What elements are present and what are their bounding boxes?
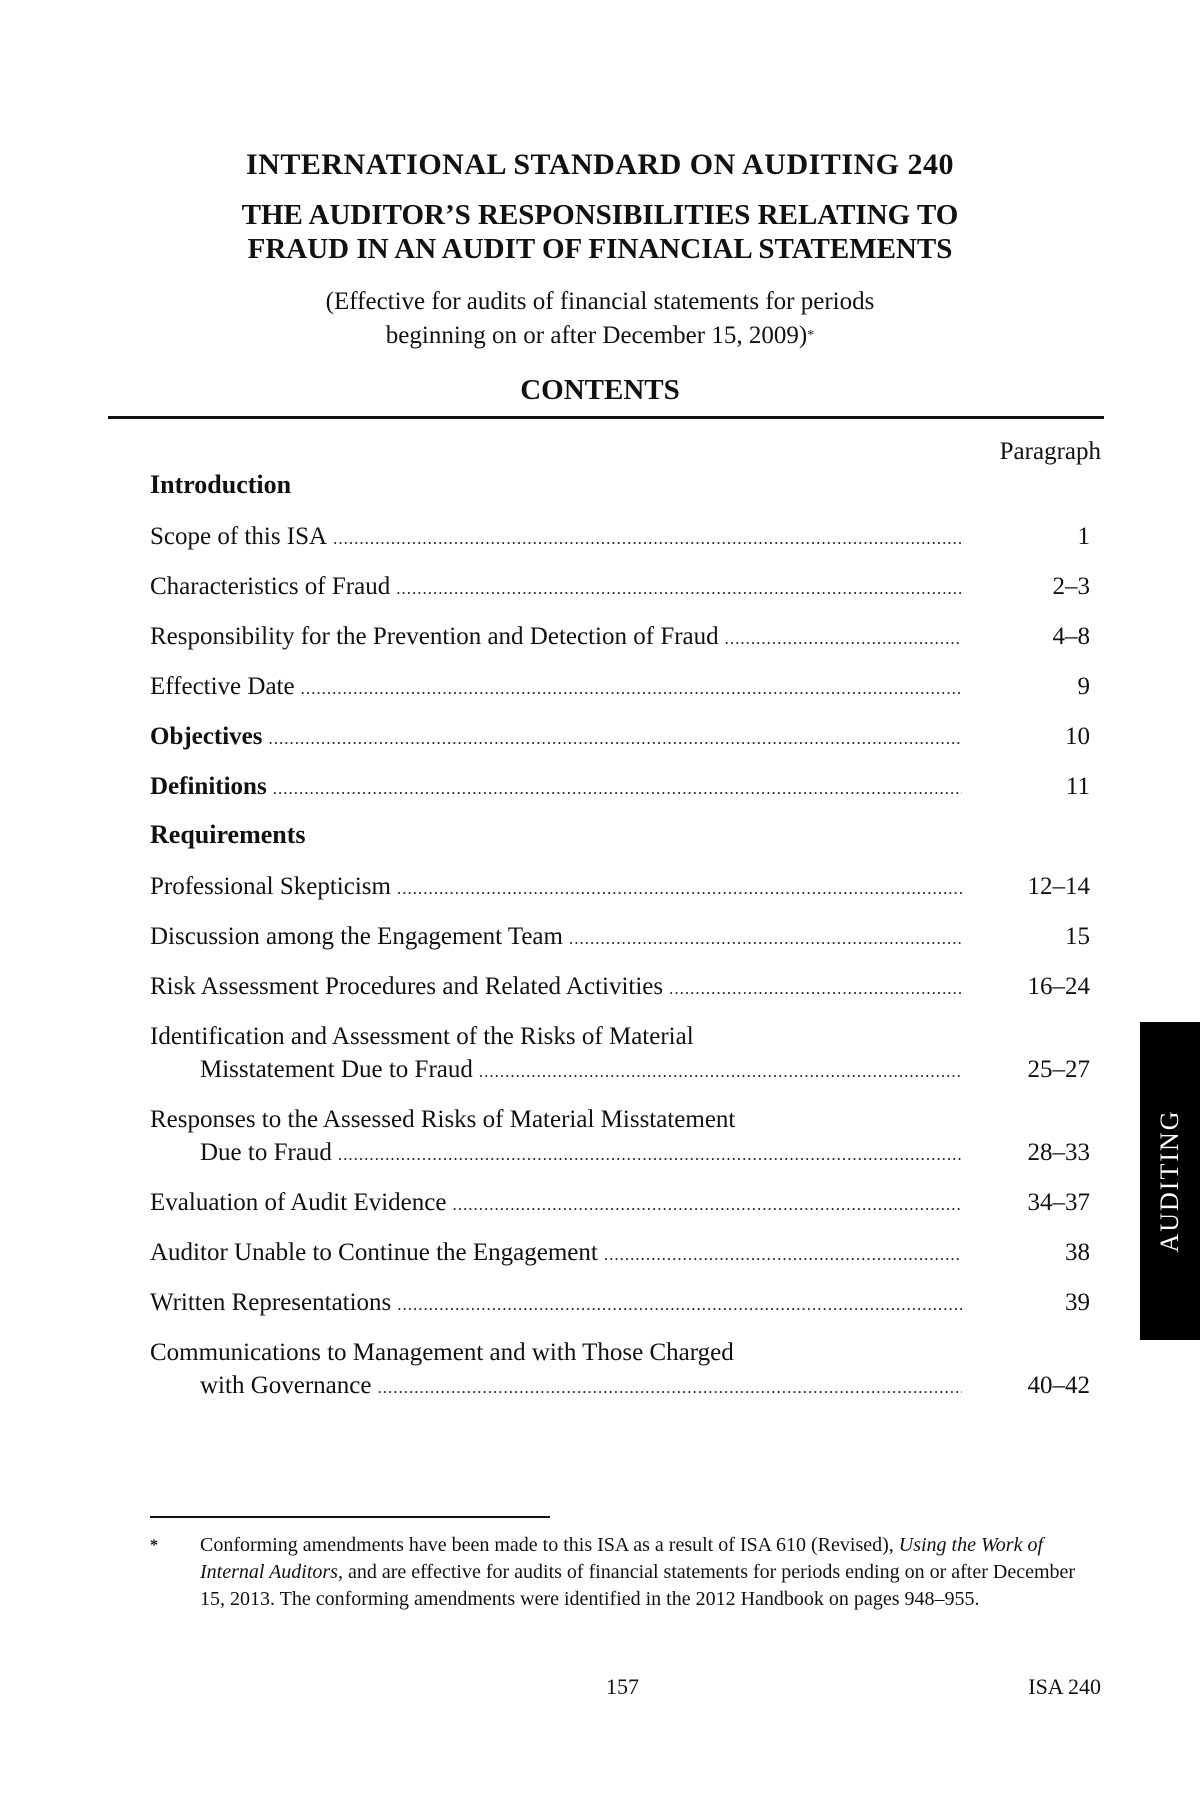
leader-dots — [338, 1136, 962, 1171]
toc-entry-paragraph: 10 — [1065, 723, 1090, 750]
toc-entry-paragraph: 2–3 — [1052, 573, 1090, 600]
toc-entry-title: Identification and Assessment of the Risks of Material — [150, 1023, 694, 1050]
leader-dots — [725, 620, 962, 655]
toc-entry — [150, 920, 1090, 955]
leader-dots — [333, 520, 962, 555]
toc-entry-title-continued: Due to Fraud — [200, 1139, 332, 1166]
toc-entry-title: Auditor Unable to Continue the Engagement — [150, 1239, 598, 1266]
toc-entry-paragraph: 15 — [1065, 923, 1090, 950]
toc-entry — [150, 970, 1090, 1005]
leader-dots — [669, 970, 962, 1005]
footnote-text-italic: Using the Work of Internal Auditors, — [200, 1534, 1044, 1583]
leader-dots — [396, 570, 962, 605]
document-title-line-2: FRAUD IN AN AUDIT OF FINANCIAL STATEMENTS — [247, 233, 953, 265]
toc-entry — [150, 1336, 1090, 1404]
toc-entry-title-continued: with Governance — [200, 1372, 372, 1399]
leader-dots — [273, 770, 962, 805]
effective-note-line-2-text: beginning on or after December 15, 2009) — [385, 322, 808, 349]
leader-dots — [479, 1053, 962, 1088]
toc-entry-paragraph: 1 — [1077, 523, 1090, 550]
toc-entry-objectives — [150, 720, 1090, 755]
toc-entry — [150, 1286, 1090, 1321]
toc-entry-paragraph: 40–42 — [1027, 1372, 1090, 1399]
toc-entry-paragraph: 4–8 — [1052, 623, 1090, 650]
toc-entry-title: Characteristics of Fraud — [150, 573, 391, 600]
toc-entry-title: Risk Assessment Procedures and Related Activities — [150, 973, 664, 1000]
leader-dots — [569, 920, 962, 955]
toc-entry-title: Objectives — [150, 723, 263, 750]
leader-dots — [604, 1236, 962, 1271]
toc-entry — [150, 1103, 1090, 1171]
leader-dots — [397, 870, 962, 905]
toc-entry — [150, 1186, 1090, 1221]
contents-divider — [108, 416, 1104, 419]
standard-title: INTERNATIONAL STANDARD ON AUDITING 240 — [246, 148, 954, 181]
footnote-text-before: Conforming amendments have been made to this ISA as a result of ISA 610 (Revised), — [200, 1534, 899, 1556]
document-title — [0, 198, 1200, 266]
toc-entry-title: Definitions — [150, 773, 267, 800]
toc-entry-paragraph: 34–37 — [1027, 1189, 1090, 1216]
toc-entry-title: Effective Date — [150, 673, 295, 700]
footnote-text-after: and are effective for audits of financial statements for periods ending on or after December 15, 2013. The conforming amendments were identified in the 2012 Handbook on pages 948–955. — [200, 1561, 1076, 1610]
effective-date-note — [0, 285, 1200, 353]
toc-entry-paragraph: 9 — [1077, 673, 1090, 700]
toc-entry — [150, 670, 1090, 705]
leader-dots — [268, 720, 962, 755]
toc-entry-title: Professional Skepticism — [150, 873, 391, 900]
section-heading-introduction: Introduction — [150, 470, 292, 499]
leader-dots — [397, 1286, 962, 1321]
footnote-marker: * — [150, 1537, 158, 1554]
toc-entry-title: Discussion among the Engagement Team — [150, 923, 563, 950]
toc-entry-paragraph: 39 — [1065, 1289, 1090, 1316]
toc-entry-paragraph: 38 — [1065, 1239, 1090, 1266]
toc-entry — [150, 620, 1090, 655]
paragraph-column-heading: Paragraph — [999, 438, 1101, 465]
toc-entry — [150, 1236, 1090, 1271]
page-number: 157 — [606, 1674, 639, 1699]
toc-entry-paragraph: 28–33 — [1027, 1139, 1090, 1166]
toc-entry-title: Responsibility for the Prevention and Detection of Fraud — [150, 623, 719, 650]
side-tab-label: AUDITING — [1155, 1109, 1184, 1253]
section-heading-requirements: Requirements — [150, 820, 306, 849]
leader-dots — [301, 670, 962, 705]
toc-entry-title: Scope of this ISA — [150, 523, 328, 550]
toc-entry — [150, 570, 1090, 605]
section-side-tab — [1140, 1022, 1200, 1340]
effective-note-line-1: (Effective for audits of financial statements for periods — [325, 288, 875, 315]
toc-entry-paragraph: 16–24 — [1027, 973, 1090, 1000]
contents-title: CONTENTS — [520, 374, 680, 406]
toc-entry-title: Written Representations — [150, 1289, 392, 1316]
toc-entry-paragraph: 25–27 — [1027, 1056, 1090, 1083]
toc-entry-title-continued: Misstatement Due to Fraud — [200, 1056, 473, 1083]
toc-entry-definitions — [150, 770, 1090, 805]
toc-entry-paragraph: 12–14 — [1027, 873, 1090, 900]
footnote — [150, 1532, 1102, 1613]
leader-dots — [452, 1186, 962, 1221]
leader-dots — [377, 1369, 962, 1404]
footnote-reference: * — [807, 328, 815, 343]
effective-note-line-2 — [0, 319, 1200, 353]
footnote-text — [200, 1532, 1102, 1613]
toc-entry — [150, 520, 1090, 555]
footnote-divider — [150, 1516, 550, 1518]
toc-entry-title: Evaluation of Audit Evidence — [150, 1189, 447, 1216]
running-footer-label: ISA 240 — [1028, 1674, 1101, 1699]
toc-entry — [150, 1020, 1090, 1088]
toc-entry-title: Responses to the Assessed Risks of Material Misstatement — [150, 1106, 736, 1133]
toc-entry-paragraph: 11 — [1065, 773, 1090, 800]
toc-entry — [150, 870, 1090, 905]
document-title-line-1: THE AUDITOR’S RESPONSIBILITIES RELATING TO — [241, 199, 959, 231]
toc-entry-title: Communications to Management and with Those Charged — [150, 1339, 734, 1366]
